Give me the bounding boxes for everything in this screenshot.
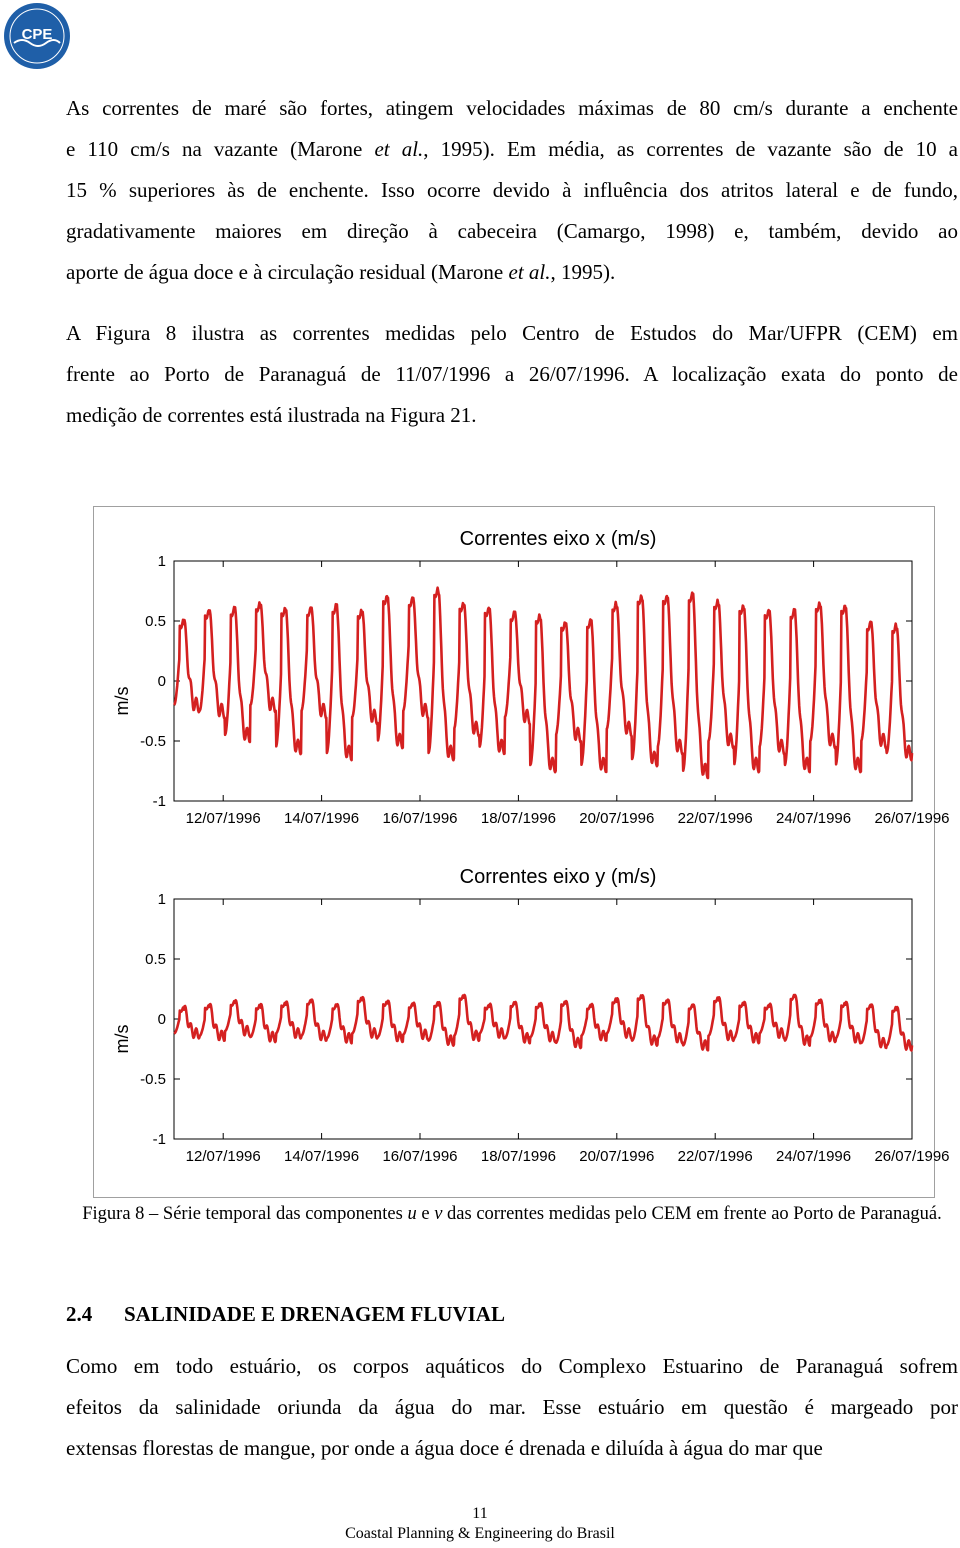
text-run: frente ao Porto de Paranaguá de 11/07/1996 a 26/07/1996. A localização exata do ponto de — [66, 362, 958, 386]
text-run: e 110 cm/s na vazante (Marone — [66, 137, 375, 161]
text-run: gradativamente maiores em direção à cabeceira (Camargo, 1998) e, também, devido ao — [66, 219, 958, 243]
cpe-logo — [2, 1, 72, 71]
y-tick-label: -0.5 — [140, 1071, 166, 1088]
section-number: 2.4 — [66, 1302, 93, 1326]
text-line — [66, 1387, 958, 1428]
y-axis-label: m/s — [112, 686, 132, 716]
italic-text: v — [434, 1204, 443, 1224]
x-tick-label: 14/07/1996 — [284, 1148, 360, 1165]
chart-title: Correntes eixo x (m/s) — [459, 528, 657, 550]
text-line — [66, 395, 958, 436]
current-charts — [94, 507, 950, 1197]
chart-panel-2 — [112, 866, 950, 1165]
text-line — [66, 170, 958, 211]
page-number: 11 — [472, 1505, 488, 1522]
text-run: efeitos da salinidade oriunda da água do mar. Esse estuário em questão é margeado por — [66, 1395, 958, 1419]
y-tick-label: -0.5 — [140, 733, 166, 750]
y-tick-label: -1 — [152, 1131, 166, 1148]
y-axis-label: m/s — [112, 1024, 132, 1054]
figure-caption — [66, 1201, 958, 1228]
x-tick-label: 12/07/1996 — [185, 810, 261, 827]
text-run: extensas florestas de mangue, por onde a água doce é drenada e diluída à água do mar que — [66, 1436, 823, 1460]
italic-text: u — [407, 1204, 417, 1224]
text-run: , 1995). Em média, as correntes de vazante são de 10 a — [423, 137, 958, 161]
text-line — [66, 313, 958, 354]
x-tick-label: 18/07/1996 — [480, 810, 556, 827]
figure-current-time-series — [93, 506, 950, 1198]
y-tick-label: 1 — [157, 553, 166, 570]
footer-company: Coastal Planning & Engineering do Brasil — [345, 1525, 615, 1542]
text-run: das correntes medidas pelo CEM em frente ao Porto de Paranaguá. — [442, 1204, 942, 1224]
x-tick-label: 26/07/1996 — [874, 810, 950, 827]
italic-text: et al. — [508, 260, 551, 284]
section-title: SALINIDADE E DRENAGEM FLUVIAL — [124, 1302, 505, 1326]
x-tick-label: 18/07/1996 — [480, 1148, 556, 1165]
section-heading — [66, 1298, 505, 1330]
text-line — [66, 1346, 958, 1387]
x-tick-label: 16/07/1996 — [382, 810, 458, 827]
text-run: Como em todo estuário, os corpos aquáticos do Complexo Estuarino de Paranaguá sofrem — [66, 1354, 958, 1378]
text-line — [66, 88, 958, 129]
italic-text: et al. — [374, 137, 424, 161]
chart-title: Correntes eixo y (m/s) — [459, 866, 657, 888]
x-tick-label: 14/07/1996 — [284, 810, 360, 827]
logo-text: CPE — [21, 26, 53, 43]
text-line — [66, 1428, 958, 1469]
series-line-1 — [174, 588, 912, 778]
x-tick-label: 26/07/1996 — [874, 1148, 950, 1165]
text-run: e — [416, 1204, 435, 1224]
y-tick-label: 0 — [157, 1011, 166, 1028]
paragraph-tidal-currents — [66, 88, 958, 293]
x-tick-label: 20/07/1996 — [579, 810, 655, 827]
text-run: Figura 8 – Série temporal das componentes — [82, 1204, 408, 1224]
paragraph-figure-reference — [66, 313, 958, 436]
text-line — [66, 354, 958, 395]
series-line-2 — [174, 995, 912, 1050]
text-run: medição de correntes está ilustrada na Figura 21. — [66, 403, 477, 427]
x-tick-label: 16/07/1996 — [382, 1148, 458, 1165]
x-tick-label: 22/07/1996 — [677, 810, 753, 827]
y-tick-label: 0 — [157, 673, 166, 690]
chart-panel-1 — [112, 528, 950, 827]
y-tick-label: 0.5 — [145, 613, 166, 630]
x-tick-label: 22/07/1996 — [677, 1148, 753, 1165]
text-run: A Figura 8 ilustra as correntes medidas pelo Centro de Estudos do Mar/UFPR (CEM) em — [66, 321, 958, 345]
y-tick-label: 0.5 — [145, 951, 166, 968]
text-run: , 1995). — [550, 260, 616, 284]
text-line — [66, 129, 958, 170]
text-line — [66, 252, 958, 293]
text-run: 15 % superiores às de enchente. Isso ocorre devido à influência dos atritos lateral e de fundo, — [66, 178, 958, 202]
text-line — [66, 211, 958, 252]
x-tick-label: 24/07/1996 — [776, 810, 852, 827]
text-run: aporte de água doce e à circulação residual (Marone — [66, 260, 509, 284]
x-tick-label: 24/07/1996 — [776, 1148, 852, 1165]
x-tick-label: 20/07/1996 — [579, 1148, 655, 1165]
text-run: As correntes de maré são fortes, atingem velocidades máximas de 80 cm/s durante a enchente — [66, 96, 958, 120]
paragraph-salinity — [66, 1346, 958, 1469]
x-tick-label: 12/07/1996 — [185, 1148, 261, 1165]
y-tick-label: 1 — [157, 891, 166, 908]
y-tick-label: -1 — [152, 793, 166, 810]
